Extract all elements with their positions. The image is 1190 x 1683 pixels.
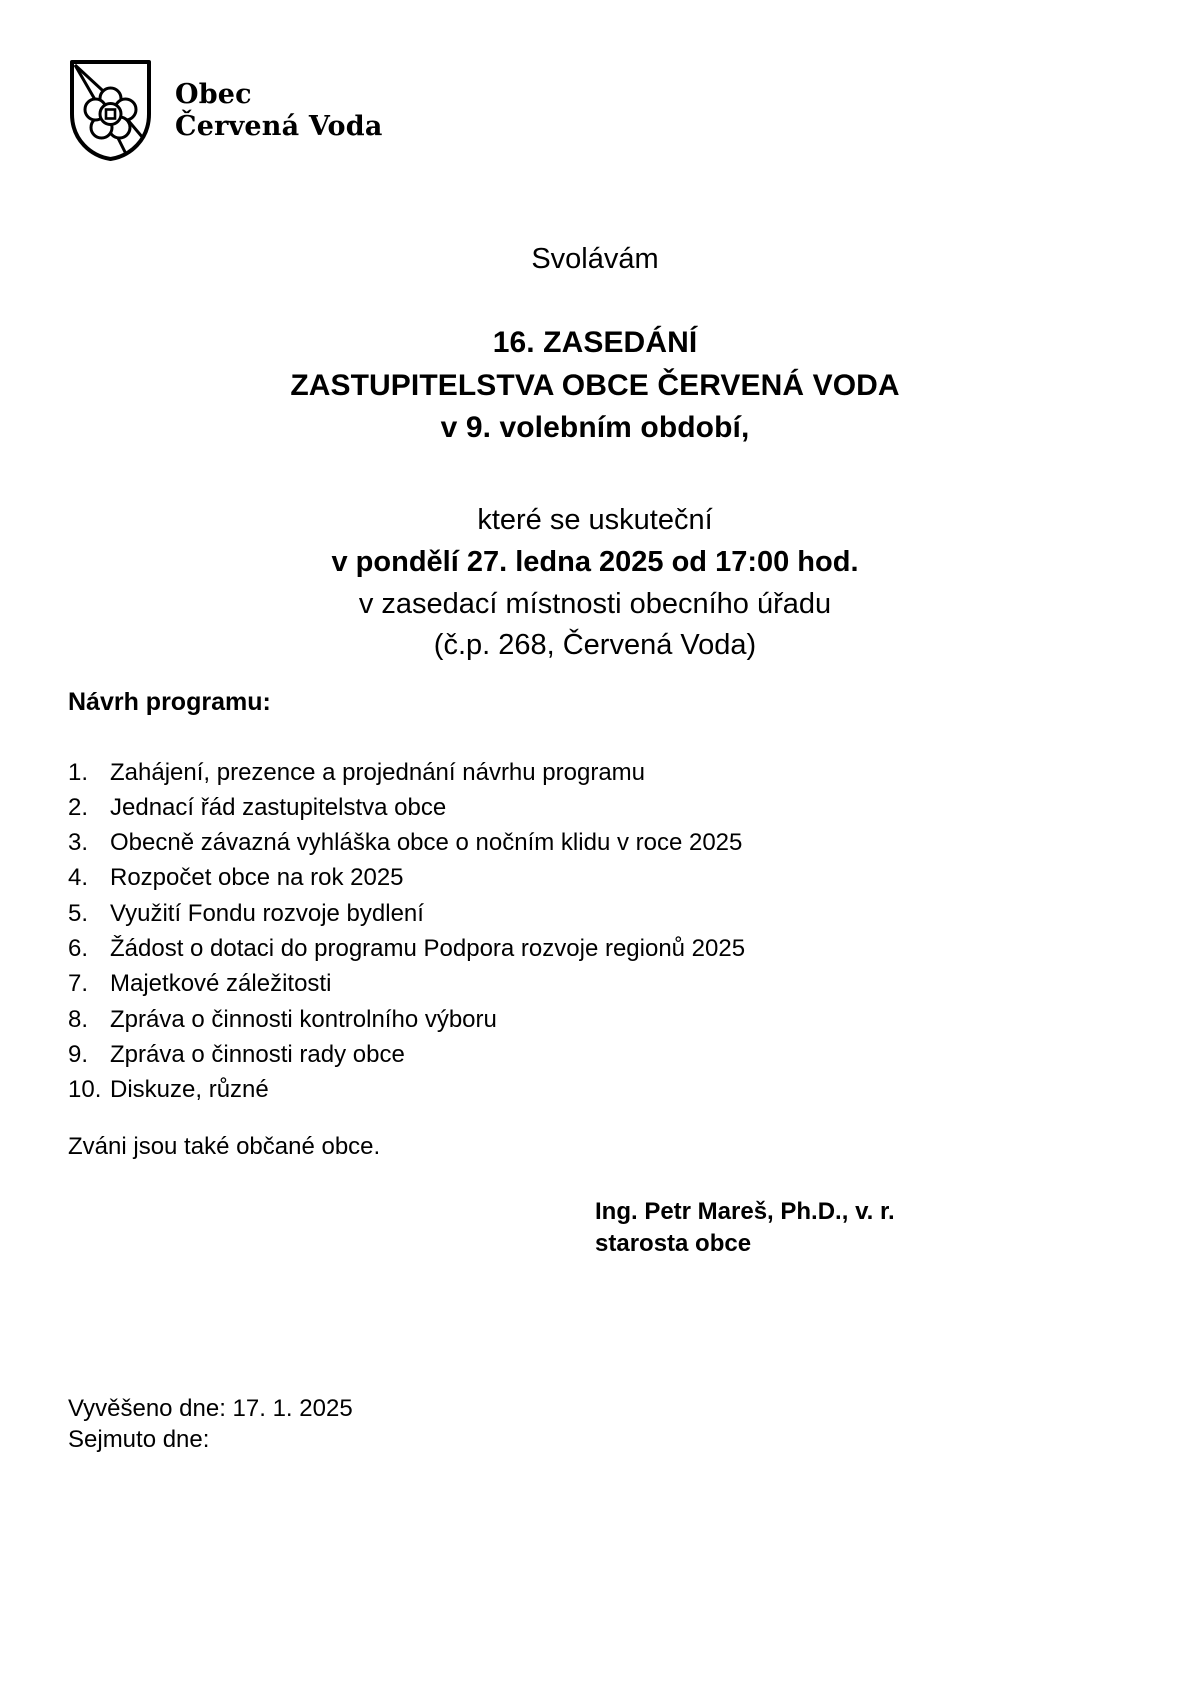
program-heading: Návrh programu: <box>68 688 271 716</box>
agenda-item-number: 3. <box>68 829 89 857</box>
posted-date: Vyvěšeno dne: 17. 1. 2025 <box>68 1395 353 1422</box>
agenda-item-text: Rozpočet obce na rok 2025 <box>110 864 404 892</box>
meeting-details-intro: které se uskuteční <box>477 504 713 537</box>
agenda-item-text: Zpráva o činnosti kontrolního výboru <box>110 1005 497 1033</box>
meeting-address: (č.p. 268, Červená Voda) <box>433 629 757 662</box>
invitation-lead: Svolávám <box>531 243 659 275</box>
agenda-item-text: Diskuze, různé <box>110 1076 269 1104</box>
list-item <box>68 935 968 963</box>
agenda-item-number: 6. <box>68 935 89 963</box>
list-item <box>68 900 968 928</box>
agenda-item-number: 10. <box>68 1076 102 1104</box>
organization-name-line2: Červená Voda <box>175 110 383 142</box>
organization-name-line1: Obec <box>175 78 252 110</box>
list-item <box>68 1006 968 1034</box>
meeting-details <box>0 500 1190 667</box>
agenda-item-text: Jednací řád zastupitelstva obce <box>110 793 447 821</box>
program-section <box>68 686 968 1112</box>
agenda-item-number: 4. <box>68 864 89 892</box>
organization-name <box>175 79 383 143</box>
agenda-list <box>68 759 968 1105</box>
signature-name: Ing. Petr Mareš, Ph.D., v. r. <box>595 1198 895 1225</box>
invitation-block <box>0 240 1190 667</box>
agenda-item-number: 5. <box>68 899 89 927</box>
meeting-datetime: v pondělí 27. ledna 2025 od 17:00 hod. <box>331 545 859 578</box>
agenda-item-text: Využití Fondu rozvoje bydlení <box>110 899 424 927</box>
agenda-item-number: 7. <box>68 970 89 998</box>
agenda-item-text: Obecně závazná vyhláška obce o nočním klidu v roce 2025 <box>110 829 743 857</box>
removed-date: Sejmuto dne: <box>68 1426 210 1454</box>
list-item <box>68 829 968 857</box>
letterhead <box>68 58 383 163</box>
list-item <box>68 864 968 892</box>
agenda-item-number: 8. <box>68 1005 89 1033</box>
list-item <box>68 970 968 998</box>
agenda-item-text: Zahájení, prezence a projednání návrhu programu <box>110 758 646 786</box>
coat-of-arms-shield-rose-icon <box>68 58 153 163</box>
agenda-item-number: 9. <box>68 1041 89 1068</box>
agenda-item-text: Majetkové záležitosti <box>110 970 332 998</box>
list-item <box>68 1041 968 1069</box>
meeting-venue: v zasedací místnosti obecního úřadu <box>358 587 832 620</box>
list-item <box>68 794 968 822</box>
posting-dates <box>68 1393 353 1455</box>
list-item <box>68 1076 968 1104</box>
signature-role: starosta obce <box>595 1230 752 1258</box>
agenda-item-number: 2. <box>68 793 89 821</box>
meeting-title-line2: ZASTUPITELSTVA OBCE ČERVENÁ VODA <box>290 368 900 402</box>
list-item <box>68 759 968 787</box>
meeting-title <box>0 322 1190 450</box>
agenda-item-text: Žádost o dotaci do programu Podpora rozvoje regionů 2025 <box>110 935 746 963</box>
meeting-title-line1: 16. ZASEDÁNÍ <box>492 326 698 360</box>
agenda-item-number: 1. <box>68 758 89 786</box>
public-invited-note: Zváni jsou také občané obce. <box>68 1133 381 1160</box>
signature-block <box>595 1196 895 1261</box>
meeting-title-line3: v 9. volebním období, <box>440 411 750 445</box>
agenda-item-text: Zpráva o činnosti rady obce <box>110 1041 405 1068</box>
